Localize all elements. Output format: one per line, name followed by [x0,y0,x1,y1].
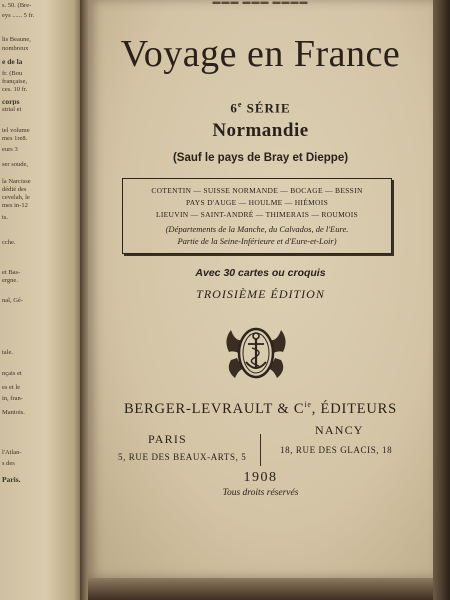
left-page-text: es et le [2,384,21,391]
left-page-text: Mantois. [2,409,25,416]
maps-note: Avec 30 cartes ou croquis [195,267,326,279]
left-page-text: eurs 3 [2,146,18,153]
left-page-text: cevelah, le [2,194,30,201]
series-label [88,100,433,116]
left-page-text: et Bas- [2,269,21,276]
left-page-text: s des [2,460,15,467]
series-suffix: e [237,100,243,109]
left-page-text: fr. (Bou [2,70,23,77]
left-page-text: la Narcisse [2,178,31,185]
departments-line-2: Partie de la Seine-Inférieure et d'Eure-et-Loir) [177,236,337,246]
left-page-text: nçais et [2,370,22,377]
left-page-text: l'Atlan- [2,449,22,456]
publisher-name [88,400,433,418]
publisher-emblem-icon [221,322,291,384]
city-paris: PARIS [148,432,187,446]
pays-box [122,178,392,254]
edition-label: TROISIÈME ÉDITION [196,287,325,301]
left-page-text: eys ...... 5 fr. [2,12,35,19]
title-page [88,0,433,578]
series-number: 6 [230,100,238,116]
previous-page [0,0,84,600]
book-title: Voyage en France [120,33,401,75]
series-word: SÉRIE [246,100,291,116]
left-page-text: ergne. [2,277,18,284]
left-page-text: française, [2,78,28,85]
left-page-text: dédié des [2,186,27,193]
publication-year: 1908 [243,470,278,485]
left-page-text: in, fran- [2,395,23,402]
left-page-text: Paris. [2,476,21,483]
left-page-text: tel volume [2,127,30,134]
left-page-text: mes in-12 [2,202,28,209]
page-edge-shadow [433,0,450,600]
left-page-text: corps [2,98,20,105]
address-nancy: 18, RUE DES GLACIS, 18 [280,445,393,455]
left-page-text: lis Beaune, [2,36,31,43]
left-page-text: strial et [2,106,22,113]
publisher-main: BERGER-LEVRAULT & C [123,400,305,417]
publisher-tail: , ÉDITEURS [311,400,398,417]
left-page-text: cche. [2,239,16,246]
region-subtitle: (Sauf le pays de Bray et Dieppe) [172,152,349,164]
left-page-text: tale. [2,349,14,356]
city-nancy: NANCY [315,423,364,437]
left-page-text: s. 50. (Bre- [2,2,32,9]
pays-line-1: COTENTIN — SUISSE NORMANDE — BOCAGE — BESSIN [151,186,363,195]
author-strip: ▬▬▬ ▬▬▬ ▬▬▬▬ [212,0,309,6]
page-bottom-shadow [88,578,433,600]
left-page-text: ts. [2,214,8,221]
address-paris: 5, RUE DES BEAUX-ARTS, 5 [118,452,247,462]
city-divider [260,434,261,466]
pays-line-2: PAYS D'AUGE — HOULME — HIÉMOIS [185,198,329,207]
pays-line-3: LIEUVIN — SAINT-ANDRÉ — THIMERAIS — ROUMOIS [155,210,359,219]
rights-notice: Tous droits réservés [222,488,299,498]
left-page-text: ces. 10 fr. [2,86,28,93]
left-page-text: e de la [2,58,23,65]
left-page-text: ser soude, [2,161,28,168]
publisher-suffix: ie [304,400,312,409]
region-title: Normandie [212,120,309,141]
departments-line-1: (Départements de la Manche, du Calvados, de l'Eure. [165,224,349,234]
left-page-text: nombreux [2,45,29,52]
left-page-text: mes 1re8. [2,135,28,142]
left-page-text: nal, Gé- [2,297,23,304]
